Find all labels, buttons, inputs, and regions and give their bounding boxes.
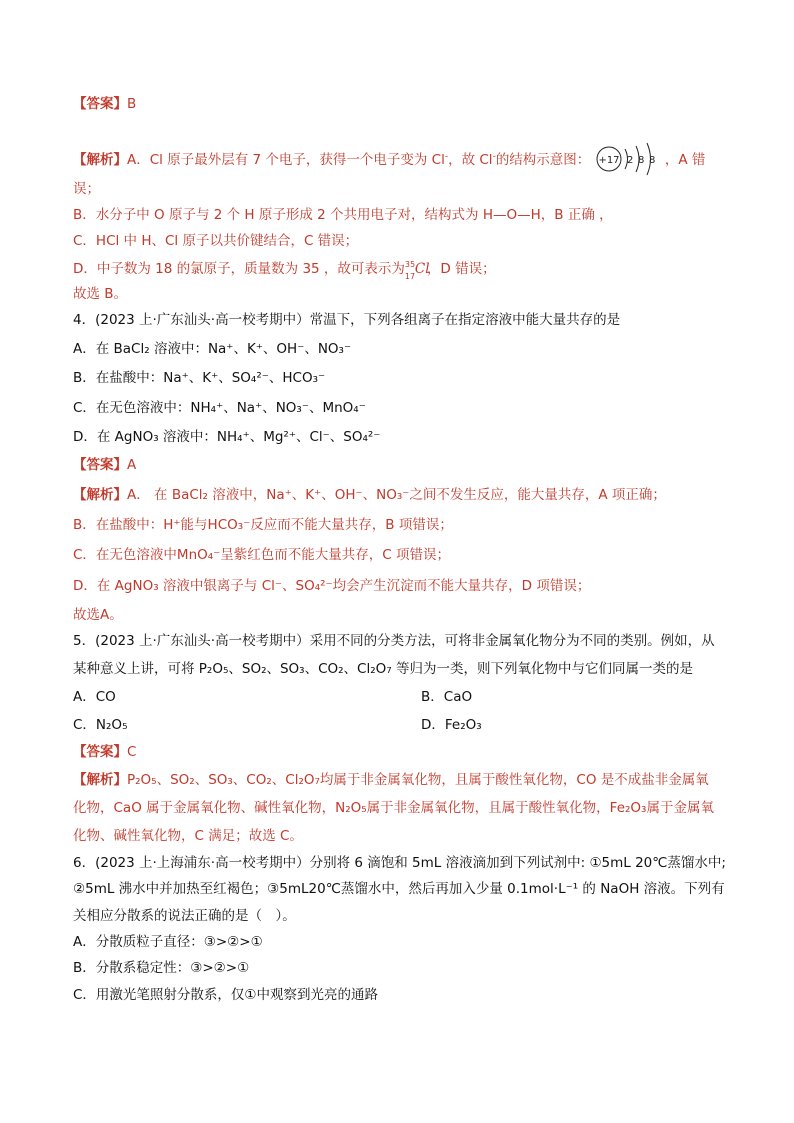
q3-a-end: ，A 错 <box>664 152 706 168</box>
q5-analysis-line3: 化物、碱性氧化物，C 满足；故选 C。 <box>73 828 303 844</box>
q5-ex1: P₂O₅、SO₂、SO₃、CO₂、Cl₂O₇均属于非金属氧化物，且属于酸性氧化物，CO 是不成盐非金属氧 <box>127 772 709 788</box>
q5-option-d: D．Fe₂O₃ <box>421 717 482 733</box>
q4-stem: 4．(2023 上·广东汕头·高一校考期中）常温下，下列各组离子在指定溶液中能大量共存的是 <box>73 312 621 328</box>
shell-1-count: 2 <box>626 155 633 166</box>
q6-stem-line3: 关相应分散系的说法正确的是（ ）。 <box>73 908 296 924</box>
q4-ex-a: A． 在 BaCl₂ 溶液中，Na⁺、K⁺、OH⁻、NO₃⁻之间不发生反应，能大量共存，A 项正确； <box>127 487 666 503</box>
q5-options-row1 <box>73 687 473 707</box>
q4-analysis-b: B．在盐酸中：H⁺能与HCO₃⁻反应而不能大量共存，B 项错误； <box>73 517 453 533</box>
answer-label: 【答案】 <box>73 96 127 112</box>
q4-option-c: C．在无色溶液中：NH₄⁺、Na⁺、NO₃⁻、MnO₄⁻ <box>73 400 366 416</box>
mass-number: 35 <box>404 260 416 269</box>
q3-answer-line <box>73 94 136 114</box>
analysis-label: 【解析】 <box>73 152 127 168</box>
q5-option-b: B．CaO <box>421 689 473 705</box>
q3-d-post: ，D 错误； <box>426 261 496 277</box>
chlorine-isotope-notation <box>404 258 430 281</box>
q3-a-text: A．Cl 原子最外层有 7 个电子，获得一个电子变为 Cl <box>127 152 445 168</box>
analysis-label: 【解析】 <box>73 487 127 503</box>
answer-label: 【答案】 <box>73 457 127 473</box>
q3-analysis-c: C．HCl 中 H、Cl 原子以共价键结合，C 错误； <box>73 233 359 249</box>
q4-option-a: A．在 BaCl₂ 溶液中：Na⁺、K⁺、OH⁻、NO₃⁻ <box>73 341 352 357</box>
q6-stem-line1: 6．(2023 上·上海浦东·高一校考期中）分别将 6 滴饱和 5mL 溶液滴加到下列试剂中: ①5mL 20℃蒸馏水中; <box>73 855 726 871</box>
q5-option-a: A．CO <box>73 689 116 705</box>
q6-option-c: C．用激光笔照射分散系，仅①中观察到光亮的通路 <box>73 987 379 1003</box>
q4-analysis-d: D．在 AgNO₃ 溶液中银离子与 Cl⁻、SO₄²⁻均会产生沉淀而不能大量共存，D 项错误； <box>73 578 591 594</box>
q6-option-b: B．分散系稳定性：③>②>① <box>73 960 250 976</box>
q3-analysis-d <box>73 258 496 279</box>
q6-option-a: A．分散质粒子直径：③>②>① <box>73 934 263 950</box>
element-symbol: Cl <box>414 261 430 277</box>
q4-option-d: D．在 AgNO₃ 溶液中：NH₄⁺、Mg²⁺、Cl⁻、SO₄²⁻ <box>73 429 381 445</box>
q4-answer-line <box>73 455 136 475</box>
q4-analysis-a <box>73 485 666 505</box>
q4-conclusion: 故选A。 <box>73 607 123 623</box>
q4-answer: A <box>127 457 137 473</box>
q3-analysis-b: B．水分子中 O 原子与 2 个 H 原子形成 2 个共用电子对，结构式为 H—O—H，B 正确 ， <box>73 207 613 223</box>
analysis-label: 【解析】 <box>73 772 127 788</box>
q3-a-tail: 的结构示意图： <box>495 152 591 168</box>
q5-options-row2 <box>73 715 482 735</box>
q5-option-c: C．N₂O₅ <box>73 717 128 733</box>
q5-answer: C <box>127 744 137 760</box>
shell-2-count: 8 <box>637 155 644 166</box>
q5-analysis-line2: 化物，CaO 属于金属氧化物、碱性氧化物，N₂O₅属于非金属氧化物，且属于酸性氧化物，Fe₂O₃属于金属氧 <box>73 800 714 816</box>
answer-label: 【答案】 <box>73 744 127 760</box>
chloride-ion-structure-diagram <box>595 140 661 178</box>
q3-analysis-a: 【解析】A．Cl 原子最外层有 7 个电子，获得一个电子变为 Cl-，故 Cl-的结构示意图： +17 2 8 8 ，A 错 <box>73 140 705 178</box>
q3-answer: B <box>127 96 137 112</box>
q3-a-mid: ，故 Cl <box>448 152 493 168</box>
q5-answer-line <box>73 742 136 762</box>
q3-a-wrap: 误； <box>73 181 100 197</box>
q3-conclusion: 故选 B。 <box>73 286 128 302</box>
q5-stem-line1: 5．(2023 上·广东汕头·高一校考期中）采用不同的分类方法，可将非金属氧化物分为不同的类别。例如，从 <box>73 633 715 649</box>
q5-stem-line2: 某种意义上讲，可将 P₂O₅、SO₂、SO₃、CO₂、Cl₂O₇ 等归为一类，则下列氧化物中与它们同属一类的是 <box>73 661 693 677</box>
q3-d-pre: D．中子数为 18 的氯原子，质量数为 35 ，故可表示为 <box>73 261 405 277</box>
q4-analysis-c: C．在无色溶液中MnO₄⁻呈紫红色而不能大量共存，C 项错误； <box>73 547 451 563</box>
nucleus-charge: +17 <box>598 155 620 166</box>
q5-analysis-line1 <box>73 770 709 790</box>
atomic-number: 17 <box>404 272 416 281</box>
q4-option-b: B．在盐酸中：Na⁺、K⁺、SO₄²⁻、HCO₃⁻ <box>73 370 326 386</box>
q6-stem-line2: ②5mL 沸水中并加热至红褐色；③5mL20℃蒸馏水中，然后再加入少量 0.1mol·L⁻¹ 的 NaOH 溶液。下列有 <box>73 881 725 897</box>
shell-3-count: 8 <box>648 155 655 166</box>
